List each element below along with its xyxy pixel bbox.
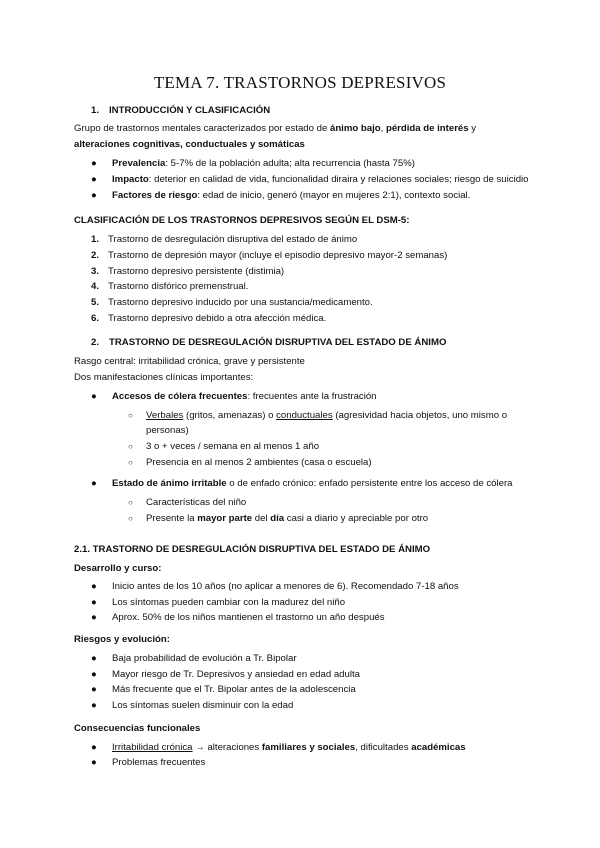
bullet-icon: ● [91, 478, 97, 489]
riesgos-heading: Riesgos y evolución: [74, 634, 170, 645]
list-item: ● Estado de ánimo irritable o de enfado crónico: enfado persistente entre los acceso de cólera [91, 477, 531, 491]
page-title: TEMA 7. TRASTORNOS DEPRESIVOS [153, 73, 447, 92]
bullet-icon: ● [91, 597, 97, 608]
bullet-icon: ● [91, 190, 97, 201]
list-item: 4. Trastorno disfórico premenstrual. [91, 281, 249, 292]
sub-list-item: ○ Presencia en al menos 2 ambientes (casa o escuela) [128, 457, 372, 468]
list-item: ● Inicio antes de los 10 años (no aplicar a menores de 6). Recomendado 7-18 años [91, 580, 531, 594]
bullet-icon: ● [91, 653, 97, 664]
bullet-icon: ● [91, 612, 97, 623]
list-item: ● Los síntomas suelen disminuir con la edad [91, 699, 531, 713]
section-1-heading: 1. INTRODUCCIÓN Y CLASIFICACIÓN [91, 105, 271, 116]
list-item: ● Los síntomas pueden cambiar con la madurez del niño [91, 596, 531, 610]
list-item: ● Mayor riesgo de Tr. Depresivos y ansiedad en edad adulta [91, 668, 531, 682]
list-item: ● Prevalencia: 5-7% de la población adulta; alta recurrencia (hasta 75%) [91, 157, 531, 171]
list-item: ● Baja probabilidad de evolución a Tr. Bipolar [91, 652, 531, 666]
bullet-icon: ● [91, 158, 97, 169]
section-2-line2: Dos manifestaciones clínicas importantes: [74, 372, 254, 383]
list-item: ● Irritabilidad crónica → alteraciones familiares y sociales, dificultades académicas [91, 741, 531, 755]
section-2-line1: Rasgo central: irritabilidad crónica, grave y persistente [74, 356, 305, 367]
bullet-icon: ● [91, 581, 97, 592]
sub-list-item: ○ Presente la mayor parte del día casi a diario y apreciable por otro [128, 513, 429, 524]
sub-list-item: ○ Verbales (gritos, amenazas) o conductuales (agresividad hacia objetos, uno mismo o [128, 410, 508, 421]
list-item: ● Accesos de cólera frecuentes: frecuentes ante la frustración [91, 390, 531, 404]
section-2-heading: 2. TRASTORNO DE DESREGULACIÓN DISRUPTIVA DEL ESTADO DE ÁNIMO [91, 337, 447, 348]
circle-bullet-icon: ○ [128, 458, 133, 467]
bullet-icon: ● [91, 391, 97, 402]
list-item: ● Más frecuente que el Tr. Bipolar antes de la adolescencia [91, 683, 531, 697]
circle-bullet-icon: ○ [128, 498, 133, 507]
bullet-icon: ● [91, 174, 97, 185]
section-1-intro-line2: alteraciones cognitivas, conductuales y somáticas [74, 139, 305, 150]
circle-bullet-icon: ○ [128, 514, 133, 523]
desarrollo-heading: Desarrollo y curso: [74, 563, 162, 574]
consecuencias-heading: Consecuencias funcionales [74, 723, 201, 734]
bullet-icon: ● [91, 742, 97, 753]
circle-bullet-icon: ○ [128, 442, 133, 451]
sub-list-item: ○ 3 o + veces / semana en al menos 1 año [128, 441, 320, 452]
list-item: 2. Trastorno de depresión mayor (incluye el episodio depresivo mayor-2 semanas) [91, 250, 448, 261]
bullet-icon: ● [91, 669, 97, 680]
list-item: 6. Trastorno depresivo debido a otra afección médica. [91, 313, 327, 324]
list-item: 1. Trastorno de desregulación disruptiva del estado de ánimo [91, 234, 358, 245]
list-item: 3. Trastorno depresivo persistente (distimia) [91, 266, 285, 277]
list-item: ● Factores de riesgo: edad de inicio, generó (mayor en mujeres 2:1), contexto social. [91, 189, 531, 203]
circle-bullet-icon: ○ [128, 411, 133, 420]
list-item: ● Impacto: deterior en calidad de vida, funcionalidad diraira y relaciones sociales; riesgo de suicidio [91, 173, 531, 187]
list-item: ● Aprox. 50% de los niños mantienen el trastorno un año después [91, 611, 531, 625]
dsm-heading: CLASIFICACIÓN DE LOS TRASTORNOS DEPRESIVOS SEGÚN EL DSM-5: [74, 215, 410, 226]
sub-list-item-continuation: personas) [146, 425, 189, 436]
section-2-1-heading: 2.1. TRASTORNO DE DESREGULACIÓN DISRUPTIVA DEL ESTADO DE ÁNIMO [74, 544, 431, 555]
list-item: ● Problemas frecuentes [91, 756, 531, 770]
sub-list-item: ○ Características del niño [128, 497, 247, 508]
bullet-icon: ● [91, 700, 97, 711]
section-1-intro: Grupo de trastornos mentales caracterizados por estado de ánimo bajo, pérdida de interés y [74, 123, 477, 134]
list-item: 5. Trastorno depresivo inducido por una sustancia/medicamento. [91, 297, 373, 308]
bullet-icon: ● [91, 684, 97, 695]
bullet-icon: ● [91, 757, 97, 768]
